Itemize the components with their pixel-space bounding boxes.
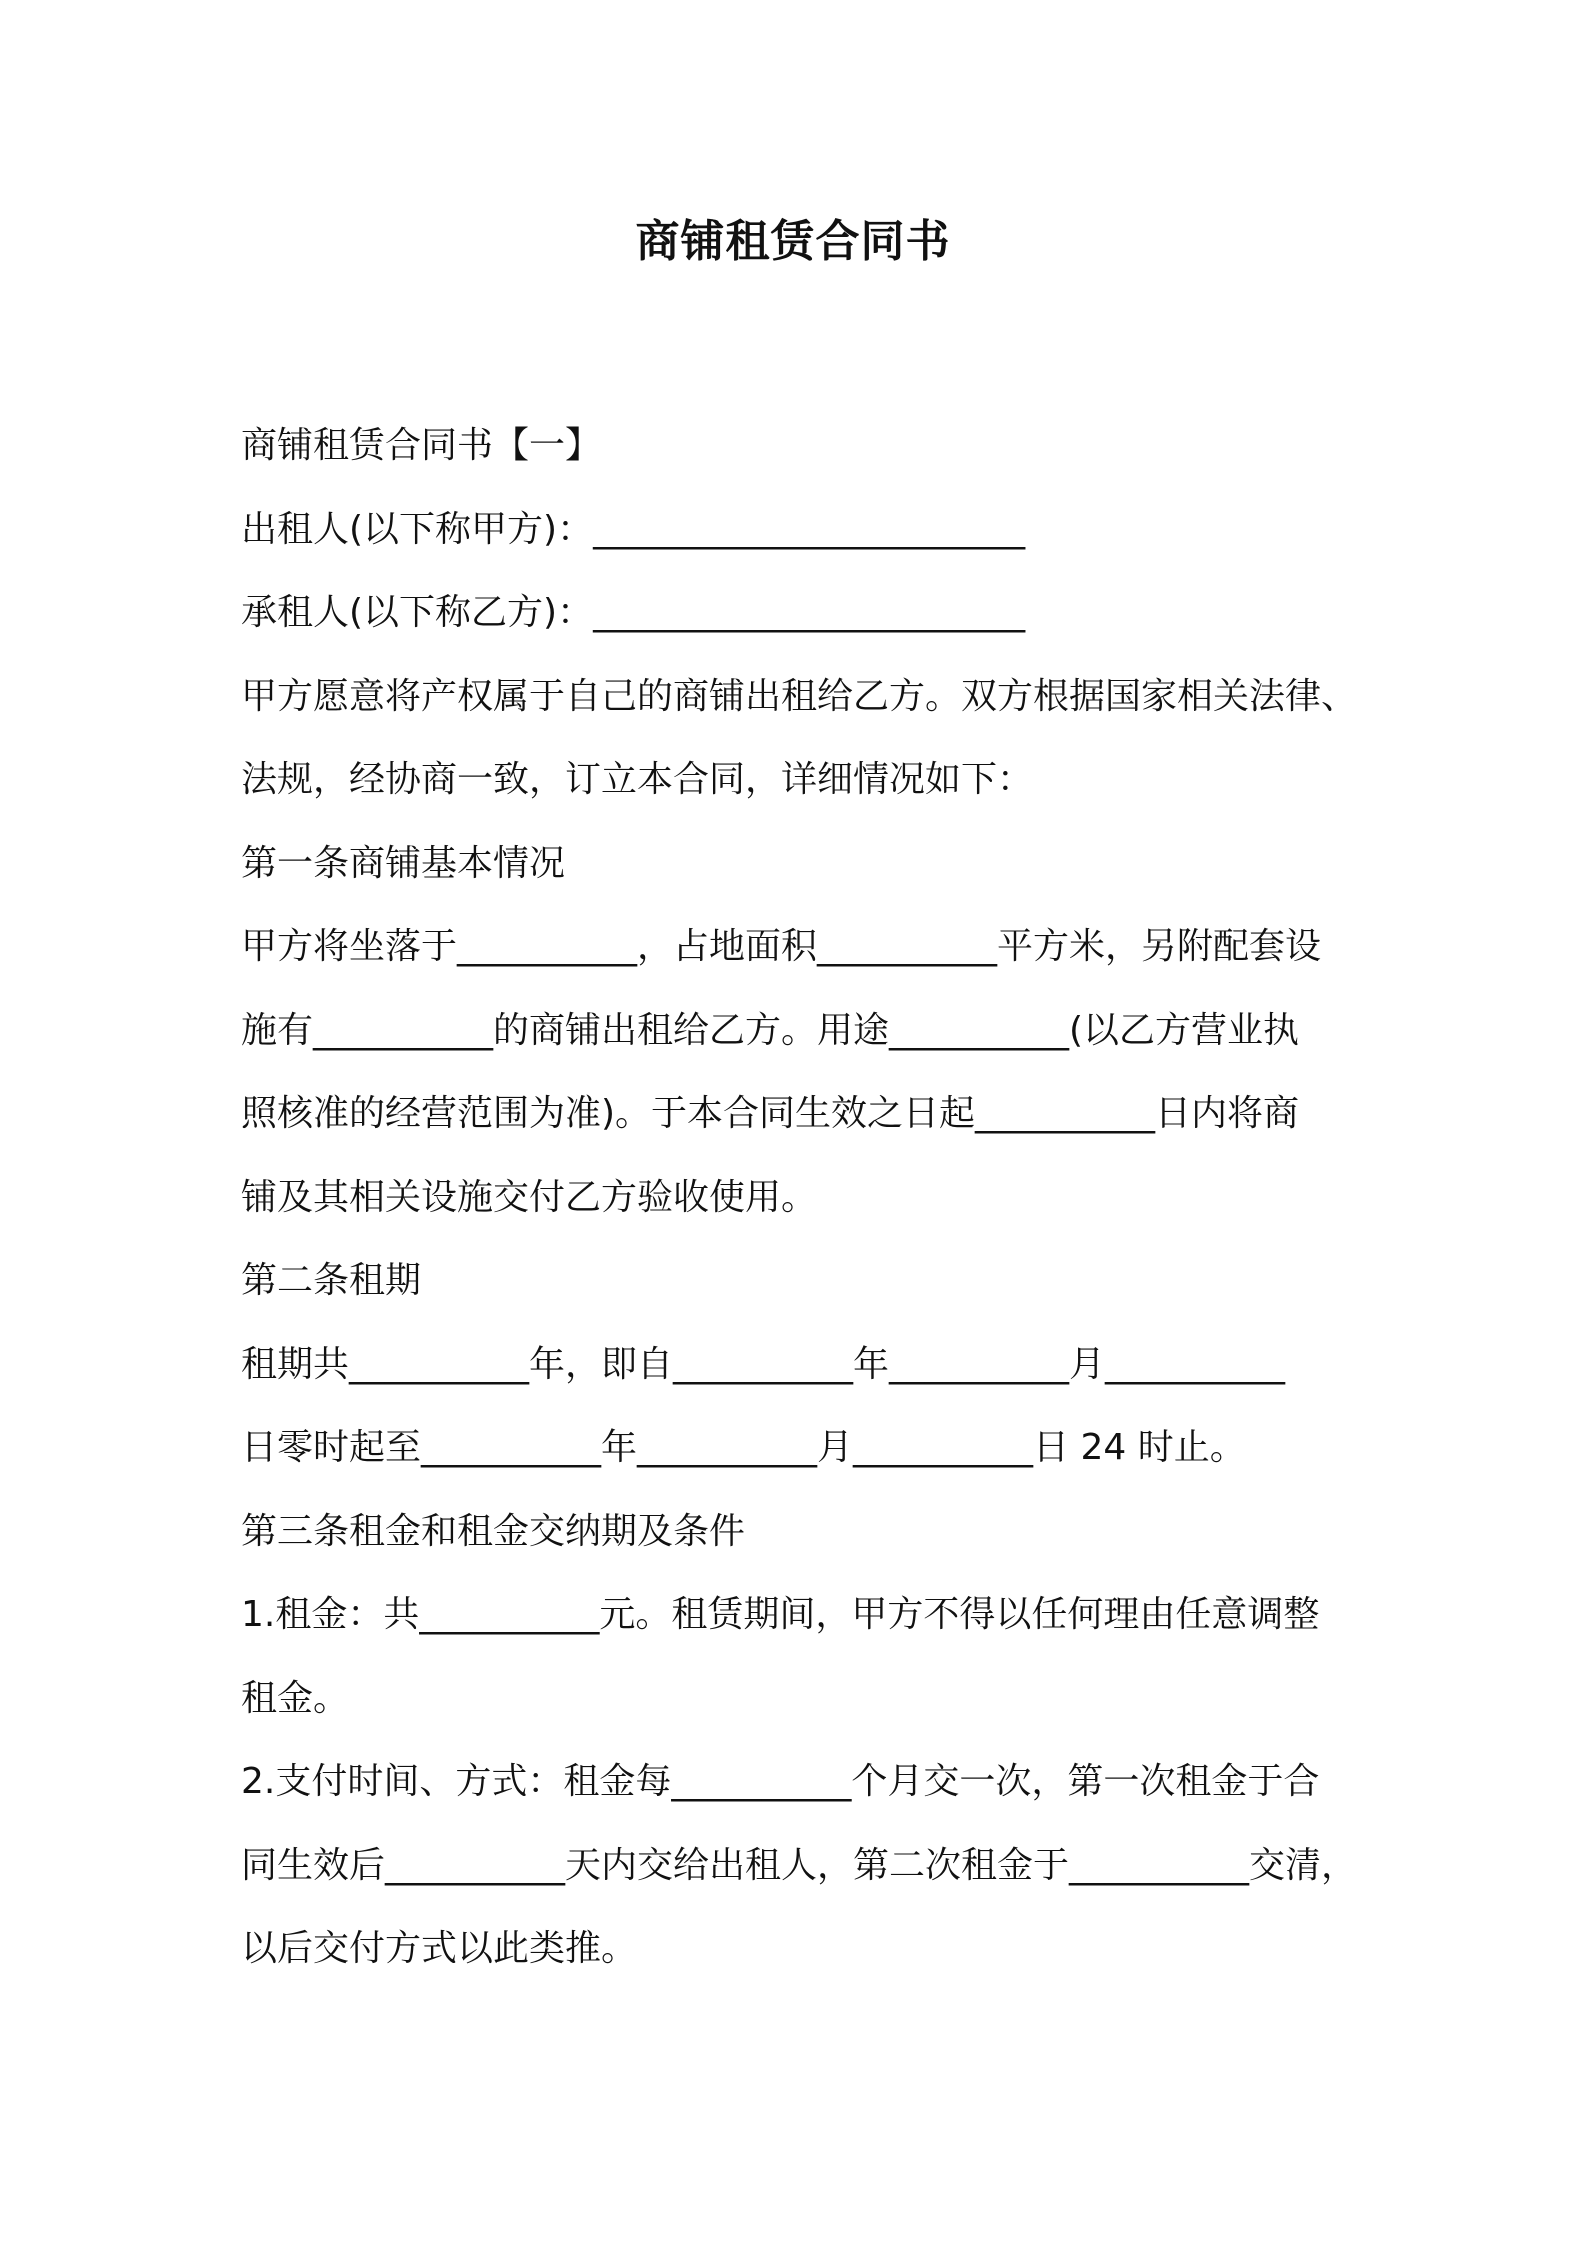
paragraph-line: 同生效后__________天内交给出租人，第二次租金于__________交清， [241,1844,1358,1886]
document-body [241,404,1367,1991]
paragraph-line: 租期共__________年，即自__________年__________月__________ [241,1343,1286,1385]
paragraph-line: 1.租金：共__________元。租赁期间，甲方不得以任何理由任意调整 [241,1594,1320,1635]
paragraph-line: 租金。 [241,1677,350,1719]
paragraph-line: 照核准的经营范围为准)。于本合同生效之日起__________日内将商 [241,1093,1300,1134]
section-heading: 商铺租赁合同书【一】 [241,425,602,466]
paragraph-line: 施有__________的商铺出租给乙方。用途__________(以乙方营业执 [241,1009,1300,1051]
paragraph-line: 甲方将坐落于__________，占地面积__________平方米，另附配套设 [241,926,1322,967]
lessor-line: 出租人(以下称甲方)：________________________ [241,508,1026,550]
paragraph-line: 日零时起至__________年__________月__________日 24 时止。 [241,1427,1246,1468]
paragraph-line: 以后交付方式以此类推。 [241,1928,638,1969]
article-heading: 第三条租金和租金交纳期及条件 [241,1510,746,1552]
document-title: 商铺租赁合同书 [635,216,951,267]
article-heading: 第二条租期 [241,1260,422,1301]
paragraph-line: 铺及其相关设施交付乙方验收使用。 [241,1176,818,1218]
paragraph-line: 甲方愿意将产权属于自己的商铺出租给乙方。双方根据国家相关法律、 [241,675,1358,717]
article-heading: 第一条商铺基本情况 [241,842,566,884]
lessee-line: 承租人(以下称乙方)：________________________ [241,592,1026,633]
paragraph-line: 法规，经协商一致，订立本合同，详细情况如下： [241,759,1034,800]
paragraph-line: 2.支付时间、方式：租金每__________个月交一次，第一次租金于合 [241,1761,1320,1802]
